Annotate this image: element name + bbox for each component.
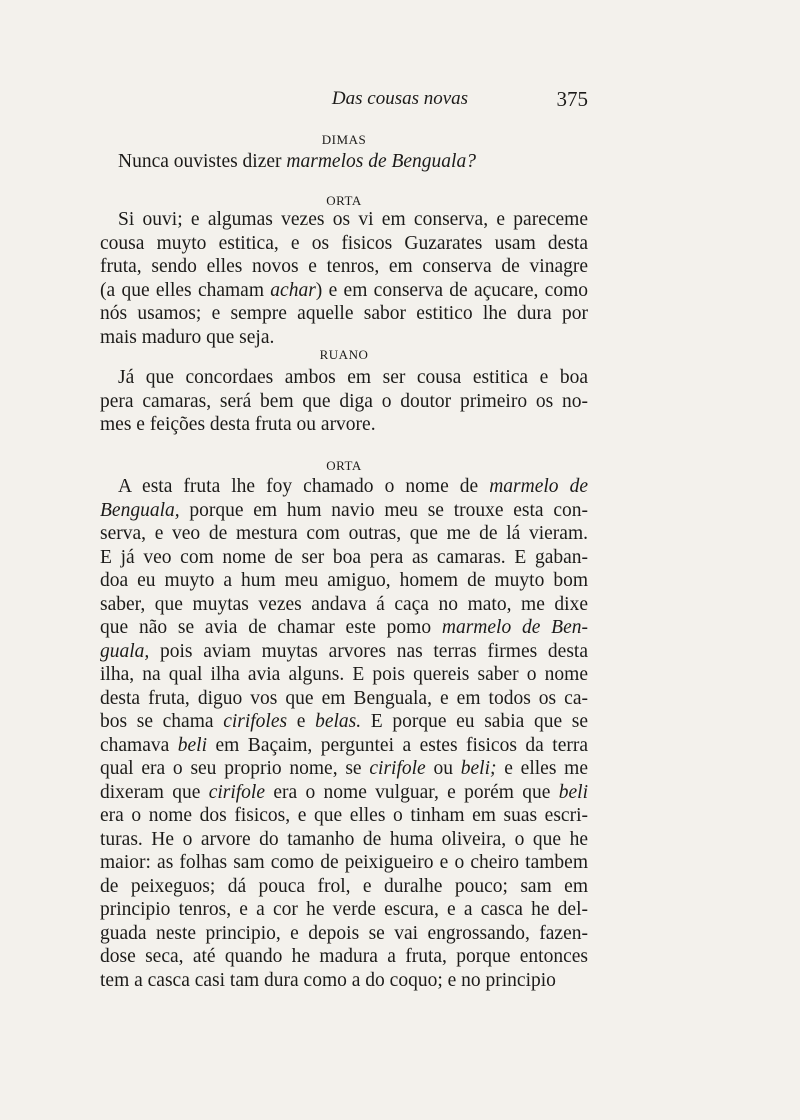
italic-text: marmelo de Ben-	[441, 617, 588, 638]
text-run: que não se avia de chamar este pomo	[100, 617, 442, 638]
text-line	[100, 475, 588, 499]
italic-text: marmelos de Benguala?	[286, 151, 476, 172]
speaker-label-orta-1: ORTA	[326, 193, 362, 208]
text-run: qual era o seu proprio nome, se	[100, 758, 370, 779]
text-line	[100, 255, 588, 279]
text-line	[100, 851, 588, 875]
speaker-label-ruano: RUANO	[319, 347, 369, 362]
text-line	[100, 828, 588, 852]
text-line	[100, 546, 588, 570]
text-line	[100, 326, 588, 350]
text-line	[100, 898, 588, 922]
italic-text: beli	[558, 781, 588, 803]
paragraph-dimas	[100, 150, 588, 174]
text-line	[100, 208, 588, 232]
italic-text: Benguala,	[100, 499, 180, 521]
paragraph-ruano	[100, 366, 588, 437]
italic-text: guala,	[100, 640, 150, 662]
paragraph-orta-1	[100, 208, 588, 349]
text-line	[100, 781, 588, 805]
text-line	[100, 413, 588, 437]
text-run: maior: as folhas sam como de peixigueiro e o cheiro tambem	[100, 852, 588, 873]
italic-text: beli;	[460, 758, 497, 779]
text-run: E porque eu sabia que se	[361, 711, 588, 732]
text-line	[100, 366, 588, 390]
italic-text: achar	[270, 279, 316, 301]
text-run: era o nome dos fisicos, e que elles o tinham em suas escri-	[100, 805, 588, 826]
text-run: em Baçaim, perguntei a estes fisicos da terra	[207, 734, 588, 756]
running-header-title: Das cousas novas	[331, 88, 469, 109]
text-run: era o nome vulguar, e porém que	[265, 781, 559, 803]
text-run: doa eu muyto a hum meu amiguo, homem de muyto bom	[100, 570, 588, 591]
text-run: mes e feições desta fruta ou arvore.	[100, 414, 376, 435]
text-line	[100, 302, 588, 326]
text-run: bos se chama	[100, 711, 224, 732]
text-line	[100, 232, 588, 256]
text-run: pois aviam muytas arvores nas terras firmes desta	[149, 640, 588, 662]
italic-text: cirifoles	[223, 711, 288, 732]
text-run: ilha, na qual ilha avia alguns. E pois quereis saber o nome	[100, 664, 588, 685]
text-line	[100, 593, 588, 617]
text-line	[100, 279, 588, 303]
text-run: (a que elles chamam	[100, 279, 271, 301]
text-line	[100, 569, 588, 593]
text-run: ou	[425, 758, 461, 779]
text-run: dose seca, até quando he madura a fruta, porque entonces	[100, 946, 588, 967]
text-line	[100, 150, 588, 174]
text-line	[100, 663, 588, 687]
text-run: tem a casca casi tam dura como a do coquo; e no principio	[100, 969, 556, 991]
text-run: guada neste principio, e depois se vai engrossando, fazen-	[100, 922, 588, 944]
text-run: porque em hum navio meu se trouxe esta con-	[179, 499, 588, 521]
text-run: de peixeguos; dá pouca frol, e duralhe pouco; sam em	[100, 875, 588, 897]
text-run: chamava	[100, 734, 178, 756]
text-run: e	[287, 711, 316, 732]
text-run: principio tenros, e a cor he verde escura, e a casca he del-	[100, 899, 588, 920]
text-line	[100, 922, 588, 946]
text-line	[100, 710, 588, 734]
paragraph-orta-2	[100, 475, 588, 992]
text-run: Nunca ouvistes dizer	[118, 151, 287, 172]
italic-text: cirifole	[208, 781, 266, 803]
text-run: pera camaras, será bem que diga o doutor primeiro os no-	[100, 390, 588, 412]
italic-text: beli	[177, 734, 208, 756]
page-number: 375	[556, 87, 588, 111]
italic-text: marmelo de	[489, 476, 588, 497]
text-run: E já veo com nome de ser boa pera as camaras. E gaban-	[100, 546, 588, 568]
text-run: dixeram que	[100, 781, 209, 803]
text-line	[100, 499, 588, 523]
text-line	[100, 687, 588, 711]
text-run: mais maduro que seja.	[100, 326, 275, 348]
text-run: ) e em conserva de açucare, como	[315, 279, 588, 301]
text-line	[100, 640, 588, 664]
text-run: Já que concordaes ambos em ser cousa estitica e boa	[118, 367, 588, 388]
text-run: fruta, sendo elles novos e tenros, em conserva de vinagre	[100, 256, 588, 277]
text-run: turas. He o arvore do tamanho de huma oliveira, o que he	[100, 828, 588, 850]
text-line	[100, 522, 588, 546]
speaker-label-orta-2: ORTA	[326, 458, 362, 473]
text-line	[100, 804, 588, 828]
text-run: e elles me	[496, 758, 589, 779]
text-run: desta fruta, diguo vos que em Benguala, e em todos os ca-	[100, 687, 588, 709]
text-line	[100, 734, 588, 758]
text-line	[100, 757, 588, 781]
text-line	[100, 390, 588, 414]
text-run: serva, e veo de mestura com outras, que me de lá vieram.	[100, 523, 588, 544]
text-line	[100, 616, 588, 640]
text-line	[100, 945, 588, 969]
text-run: Si ouvi; e algumas vezes os vi em conserva, e pareceme	[118, 209, 588, 230]
text-run: nós usamos; e sempre aquelle sabor estitico lhe dura por	[100, 303, 588, 324]
text-line	[100, 969, 588, 993]
italic-text: belas.	[315, 711, 362, 732]
text-run: cousa muyto estitica, e os fisicos Guzarates usam desta	[100, 232, 588, 254]
text-line	[100, 875, 588, 899]
text-run: saber, que muytas vezes andava á caça no mato, me dixe	[100, 593, 588, 615]
speaker-label-dimas: DIMAS	[321, 132, 367, 147]
italic-text: cirifole	[369, 758, 426, 779]
text-run: A esta fruta lhe foy chamado o nome de	[118, 476, 490, 497]
